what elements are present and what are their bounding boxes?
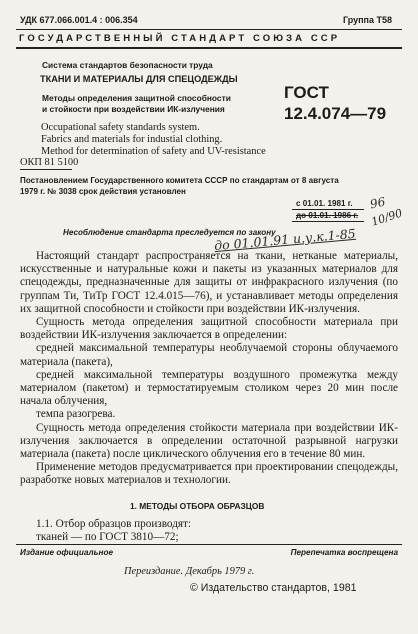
body-text bbox=[20, 250, 398, 488]
reprint-forbidden: Перепечатка воспрещена bbox=[290, 548, 398, 557]
validity-from: с 01.01. 1981 г. bbox=[296, 199, 353, 208]
legal-warning: Несоблюдение стандарта преследуется по закону bbox=[63, 228, 276, 237]
official-edition: Издание официальное bbox=[20, 548, 113, 557]
gost-label: ГОСТ bbox=[284, 83, 329, 102]
header-rule-top bbox=[16, 29, 402, 30]
udk-code: УДК 677.066.001.4 : 006.354 bbox=[20, 15, 138, 25]
validity-from-rule bbox=[292, 209, 364, 210]
decree-line-1: Постановлением Государственного комитета СССР по стандартам от 8 августа bbox=[20, 176, 339, 185]
english-title-3: Method for determination of safety and UV-resistance bbox=[41, 146, 266, 157]
paragraph-criterion-1: средней максимальной температуры необлучаемой стороны облучаемого материала (пакета), bbox=[20, 342, 398, 368]
paragraph-application: Применение методов предусматривается при проектировании спецодежды, разработке новых материалов и технологии. bbox=[20, 461, 398, 487]
validity-to-rule bbox=[292, 221, 364, 222]
english-title-2: Fabrics and materials for industial clothing. bbox=[41, 134, 223, 145]
header-rule-bottom bbox=[16, 47, 402, 49]
reprint-date: Переиздание. Декабрь 1979 г. bbox=[124, 566, 255, 577]
decree-line-2: 1979 г. № 3038 срок действия установлен bbox=[20, 187, 186, 196]
footer-rule bbox=[16, 544, 402, 545]
paragraph-criterion-3: темпа разогрева. bbox=[36, 408, 116, 421]
handwritten-note-96: 96 bbox=[368, 194, 387, 212]
english-title-1: Occupational safety standards system. bbox=[41, 122, 200, 133]
validity-to: до 01.01. 1986 г. bbox=[296, 211, 359, 220]
standard-subtitle-2: и стойкости при воздействии ИК-излучения bbox=[42, 104, 225, 114]
paragraph-protective-method: Сущность метода определения защитной способности материала при воздействии ИК-излучения заключается в определении: bbox=[20, 316, 398, 342]
publisher-copyright: © Издательство стандартов, 1981 bbox=[190, 582, 357, 594]
paragraph-criterion-2: средней максимальной температуры воздушного промежутка между материалом (пакетом) и термостатируемым столиком через 20 мин после начала облучения, bbox=[20, 368, 398, 408]
group-code: Группа Т58 bbox=[342, 15, 392, 25]
gost-number: 12.4.074—79 bbox=[284, 104, 387, 123]
paragraph-resistance-method: Сущность метода определения стойкости материала при воздействии ИК-излучения заключается в определении остаточной разрывной нагрузки материала (пакета) после циклического облучения его в течение 80 мин. bbox=[20, 421, 398, 461]
state-standard-heading: ГОСУДАРСТВЕННЫЙ СТАНДАРТ СОЮЗА ССР bbox=[19, 33, 341, 44]
paragraph-scope: Настоящий стандарт распространяется на ткани, нетканые материалы, искусственные и натуральные кожи и пакеты из указанных материалов для спецодежды, предназначенные для защиты от инфракрасного излучения (по группам Ти, ТиТр ГОСТ 12.4.015—76), и устанавливает методы определения их защитной способности и стойкости при воздействии ИК-излучения. bbox=[20, 250, 398, 315]
standard-system: Система стандартов безопасности труда bbox=[42, 60, 213, 70]
handwritten-note-date: 10/90 bbox=[369, 206, 404, 229]
section-heading: 1. МЕТОДЫ ОТБОРА ОБРАЗЦОВ bbox=[130, 501, 265, 511]
standard-main-title: ТКАНИ И МАТЕРИАЛЫ ДЛЯ СПЕЦОДЕЖДЫ bbox=[40, 74, 238, 84]
handwritten-validity-extension: до 01.01.91 и.у.к.1-85 bbox=[213, 225, 357, 254]
section-item-2: тканей — по ГОСТ 3810—72; bbox=[36, 531, 179, 543]
okp-code: ОКП 81 5100 bbox=[20, 157, 79, 168]
standard-subtitle-1: Методы определения защитной способности bbox=[42, 93, 231, 103]
section-item-1: 1.1. Отбор образцов производят: bbox=[36, 518, 192, 530]
okp-underline bbox=[20, 169, 72, 170]
